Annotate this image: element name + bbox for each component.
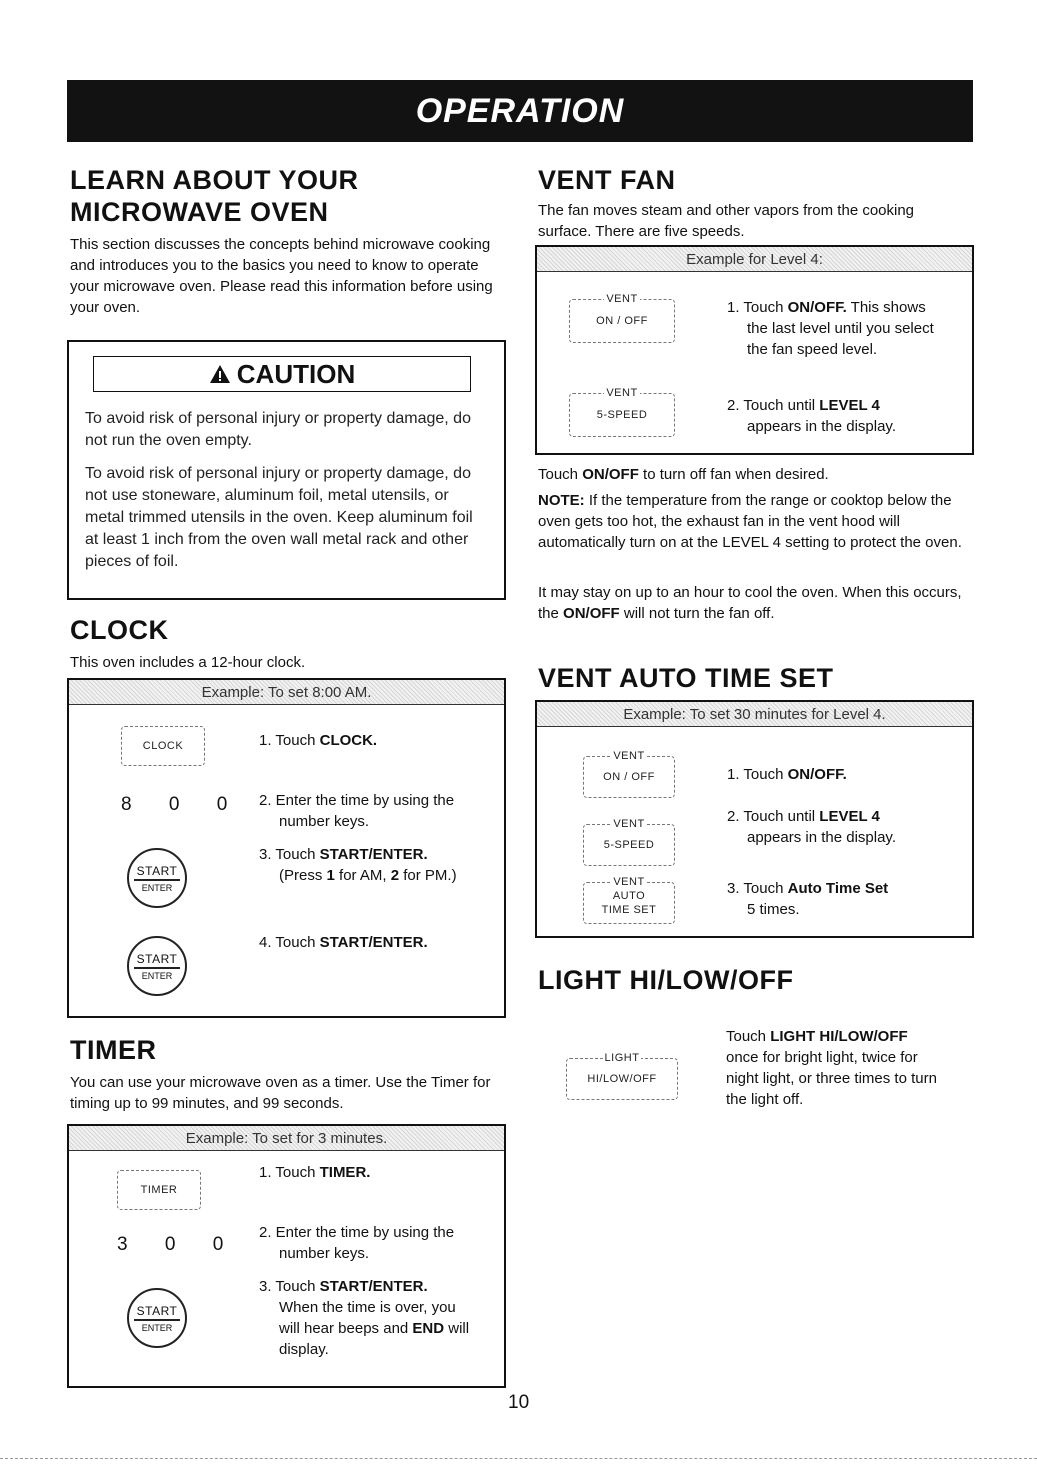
speed-label: 5-SPEED xyxy=(596,409,648,421)
vent-step-2: 2. Touch until LEVEL 4 appears in the display. xyxy=(727,397,896,435)
vent-label: VENT xyxy=(613,876,645,888)
auto-step-3: 3. Touch Auto Time Set 5 times. xyxy=(727,880,889,918)
learn-section xyxy=(70,164,500,318)
start-enter-key-2[interactable] xyxy=(127,936,187,996)
clock-step-1: 1. Touch CLOCK. xyxy=(259,732,378,749)
timer-intro: You can use your microwave oven as a timer. Use the Timer for timing up to 99 minutes, and 99 seconds. xyxy=(70,1074,491,1112)
onoff-label: ON / OFF xyxy=(603,771,655,783)
learn-title-line2: MICROWAVE OVEN xyxy=(70,197,329,227)
clock-key[interactable] xyxy=(121,726,205,766)
timer-example-bar: Example: To set for 3 minutes. xyxy=(69,1126,504,1151)
vent-stay: It may stay on up to an hour to cool the oven. When this occurs, the ON/OFF will not turn the fan off. xyxy=(538,584,962,622)
time-set-label: TIME SET xyxy=(601,904,657,916)
light-key[interactable] xyxy=(566,1052,678,1100)
start-label: START xyxy=(134,864,181,881)
light-label: LIGHT xyxy=(604,1052,640,1064)
vent-title: VENT FAN xyxy=(538,165,676,195)
auto-label: AUTO xyxy=(612,890,646,902)
enter-label: ENTER xyxy=(141,970,173,981)
timer-title: TIMER xyxy=(70,1035,157,1065)
light-title: LIGHT HI/LOW/OFF xyxy=(538,965,794,995)
clock-key-label: CLOCK xyxy=(142,740,184,752)
speed-label: 5-SPEED xyxy=(603,839,655,851)
vent-touch-off: Touch ON/OFF to turn off fan when desired. xyxy=(538,466,829,483)
banner-title: OPERATION xyxy=(415,91,625,130)
auto-onoff-key[interactable] xyxy=(583,750,675,798)
caution-para2: To avoid risk of personal injury or property damage, do not use stoneware, aluminum foil, metal utensils, or metal trimmed utensils in the oven. Keep aluminum foil at least 1 inch from the oven wall metal rack and other pieces of foil. xyxy=(85,465,473,570)
page-number: 10 xyxy=(508,1392,530,1413)
clock-intro: This oven includes a 12-hour clock. xyxy=(70,654,306,671)
timer-step-1: 1. Touch TIMER. xyxy=(259,1164,371,1181)
clock-example-box xyxy=(67,678,506,1018)
vent-onoff-key[interactable] xyxy=(569,293,675,343)
auto-example-bar: Example: To set 30 minutes for Level 4. xyxy=(537,702,972,727)
light-instructions: Touch LIGHT HI/LOW/OFF once for bright light, twice for night light, or three times to turn the light off. xyxy=(726,1028,937,1108)
timer-key[interactable] xyxy=(117,1170,201,1210)
enter-label: ENTER xyxy=(141,1322,173,1333)
vent-example-bar: Example for Level 4: xyxy=(537,247,972,272)
caution-para1: To avoid risk of personal injury or property damage, do not run the oven empty. xyxy=(85,410,471,449)
clock-step-2: 2. Enter the time by using the number keys. xyxy=(259,792,455,830)
auto-speed-key[interactable] xyxy=(583,818,675,866)
vent-speed-key[interactable] xyxy=(569,387,675,437)
auto-step-1: 1. Touch ON/OFF. xyxy=(727,766,847,783)
hilo-label: HI/LOW/OFF xyxy=(587,1073,657,1085)
auto-example-box xyxy=(535,700,974,938)
start-enter-key-3[interactable] xyxy=(127,1288,187,1348)
timer-example-box xyxy=(67,1124,506,1388)
timer-key-label: TIMER xyxy=(140,1184,178,1196)
auto-time-set-key[interactable] xyxy=(583,876,675,924)
vent-example-box xyxy=(535,245,974,455)
auto-step-2: 2. Touch until LEVEL 4 appears in the display. xyxy=(727,808,896,846)
caution-header xyxy=(93,356,471,392)
enter-label: ENTER xyxy=(141,882,173,893)
timer-step-3: 3. Touch START/ENTER. When the time is over, you will hear beeps and END will display. xyxy=(259,1278,470,1358)
caution-box xyxy=(67,340,506,600)
timer-step-2: 2. Enter the time by using the number keys. xyxy=(259,1224,455,1262)
start-label: START xyxy=(134,1304,181,1321)
learn-intro: This section discusses the concepts behind microwave cooking and introduces you to the basics you need to know to operate your microwave oven. Please read this information before using your oven. xyxy=(70,236,493,316)
start-enter-key[interactable] xyxy=(127,848,187,908)
vent-label: VENT xyxy=(613,818,645,830)
clock-digits: 8 0 0 xyxy=(121,794,244,815)
clock-title: CLOCK xyxy=(70,615,169,645)
clock-step-4: 4. Touch START/ENTER. xyxy=(259,934,428,951)
vent-label: VENT xyxy=(606,387,638,399)
learn-title-line1: LEARN ABOUT YOUR xyxy=(70,165,359,195)
operation-banner xyxy=(67,80,973,142)
start-label: START xyxy=(134,952,181,969)
vent-note: NOTE: If the temperature from the range or cooktop below the oven gets too hot, the exhaust fan in the vent hood will automatically turn on at the LEVEL 4 setting to protect the oven. xyxy=(538,492,962,551)
vent-intro: The fan moves steam and other vapors from the cooking surface. There are five speeds. xyxy=(538,202,915,240)
page-divider xyxy=(0,1458,1037,1459)
warning-icon xyxy=(209,364,231,384)
vent-label: VENT xyxy=(606,293,638,305)
caution-title: CAUTION xyxy=(236,358,356,389)
vent-label: VENT xyxy=(613,750,645,762)
timer-digits: 3 0 0 xyxy=(117,1234,240,1255)
clock-example-bar: Example: To set 8:00 AM. xyxy=(69,680,504,705)
auto-title: VENT AUTO TIME SET xyxy=(538,663,834,693)
vent-step-1: 1. Touch ON/OFF. This shows the last level until you select the fan speed level. xyxy=(727,299,934,358)
onoff-label: ON / OFF xyxy=(596,315,648,327)
clock-step-3: 3. Touch START/ENTER. (Press 1 for AM, 2 for PM.) xyxy=(259,846,457,884)
